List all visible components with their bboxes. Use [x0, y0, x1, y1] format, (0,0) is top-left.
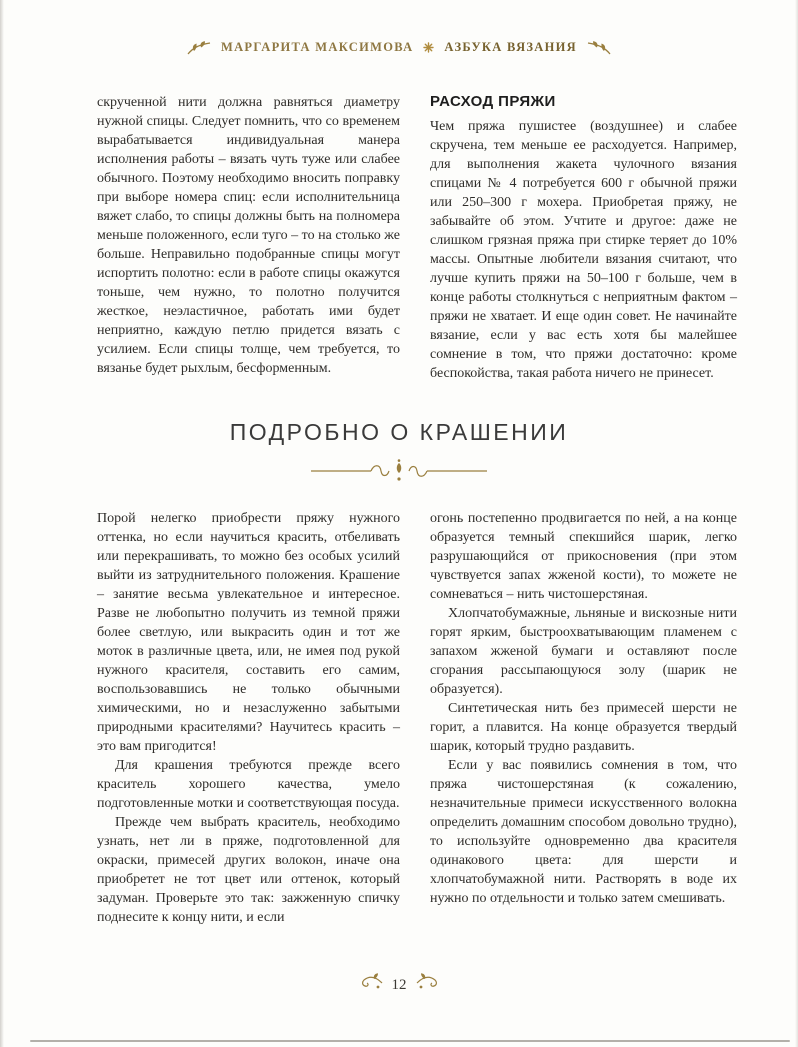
- vine-curl-icon: [361, 972, 383, 999]
- paragraph: Для крашения требуются прежде всего краситель хорошего качества, умело подготовленные мотки и соответствующая посуда.: [97, 758, 400, 811]
- page-number: 12: [391, 977, 407, 993]
- page-bottom-edge: [30, 1040, 790, 1042]
- paragraph: Если у вас появились сомнения в том, что пряжа чистошерстяная (к сожалению, незначительные примеси искусственного волокна определить домашним способом довольно трудно), то используйте одновременно два красителя одинакового цвета: для шерсти и хлопчатобумажной нити. Растворять в воде их нужно по отдельности и только затем смешивать.: [430, 758, 737, 906]
- header-book-title: АЗБУКА ВЯЗАНИЯ: [444, 40, 577, 54]
- section-heading-yarn-usage: РАСХОД ПРЯЖИ: [430, 93, 556, 110]
- leaf-sprig-icon: [587, 41, 611, 55]
- bottom-columns: [97, 509, 737, 927]
- top-columns: [97, 93, 737, 383]
- paragraph: Порой нелегко приобрести пряжу нужного оттенка, но если научиться красить, отбеливать или перекрашивать, то можно без особых усилий выйти из затруднительного положения. Крашение – занятие весьма увлекательное и интересное. Разве не любопытно получить из темной пряжи более светлую, или выкрасить один и тот же моток в различные цвета, или, не имея под рукой нужного красителя, составить его самим, воспользовавшись не только обычными химическими, но и незаслуженно забытыми природными красителями? Научитесь красить – это вам пригодится!: [97, 511, 400, 754]
- paragraph: огонь постепенно продвигается по ней, а на конце образуется темный спекшийся шарик, легко разрушающийся от прикосновения (при этом чувствуется запах жженой кости), то можете не сомневаться – нить чистошерстяная.: [430, 511, 737, 602]
- bottom-left-column: [97, 509, 400, 927]
- paragraph: Хлопчатобумажные, льняные и вискозные нити горят ярким, быстроохватывающим пламенем с запахом жженой бумаги и оставляют после сгорания рассыпающуюся золу (шарик не образуется).: [430, 606, 737, 697]
- chapter-title: ПОДРОБНО О КРАШЕНИИ: [229, 419, 569, 445]
- running-head: [0, 40, 798, 55]
- chapter-heading: [0, 419, 798, 489]
- paragraph: Синтетическая нить без примесей шерсти не горит, а плавится. На конце образуется твердый шарик, который трудно раздавить.: [430, 701, 737, 754]
- paragraph: Чем пряжа пушистее (воздушнее) и слабее скручена, тем меньше ее расходуется. Например, для выполнения жакета чулочного вязания спицами № 4 потребуется 600 г обычной пряжи или 250–300 г мохера. Приобретая пряжу, не забывайте об этом. Учтите и другое: даже не слишком грязная пряжа при стирке теряет до 10% массы. Опытные любители вязания считают, что лучше купить пряжи на 50–100 г больше, чем в конце работы столкнуться с неприятным фактом – пряжи не хватает. И еще один совет. Не начинайте вязание, если у вас есть хотя бы малейшее сомнение в том, что пряжи достаточно: кроме беспокойства, такая работа ничего не принесет.: [430, 119, 737, 381]
- page-left-edge: [0, 0, 4, 1047]
- scroll-flourish-icon: [0, 458, 798, 489]
- bottom-right-column: [430, 509, 737, 927]
- top-right-column: [430, 93, 737, 383]
- paragraph: Прежде чем выбрать краситель, необходимо узнать, нет ли в пряже, подготовленной для окраски, примесей других волокон, иначе она приобретет не тот цвет или оттенок, который задуман. Проверьте это так: зажженную спичку поднесите к концу нити, и если: [97, 815, 400, 925]
- vine-curl-icon: [416, 972, 438, 999]
- asterisk-separator-icon: [423, 42, 434, 53]
- page-footer: [0, 972, 798, 999]
- header-author: МАРГАРИТА МАКСИМОВА: [220, 40, 414, 54]
- leaf-sprig-icon: [187, 41, 211, 55]
- paragraph: скрученной нити должна равняться диаметру нужной спицы. Следует помнить, что со временем вырабатывается индивидуальная манера исполнения работы – вязать чуть туже или слабее обычного. Поэтому необходимо вносить поправку при выборе номера спиц: если исполнительница вяжет слабо, то спицы должны быть на полномера меньше положенного, если туго – то на столько же больше. Неправильно подобранные спицы могут испортить полотно: если в работе спицы окажутся тоньше, чем нужно, то полотно получится жесткое, неэластичное, работать ими будет неприятно, каждую петлю придется вязать с усилием. Если спицы толще, чем требуется, то вязанье будет рыхлым, бесформенным.: [97, 95, 400, 376]
- top-left-column: [97, 93, 400, 383]
